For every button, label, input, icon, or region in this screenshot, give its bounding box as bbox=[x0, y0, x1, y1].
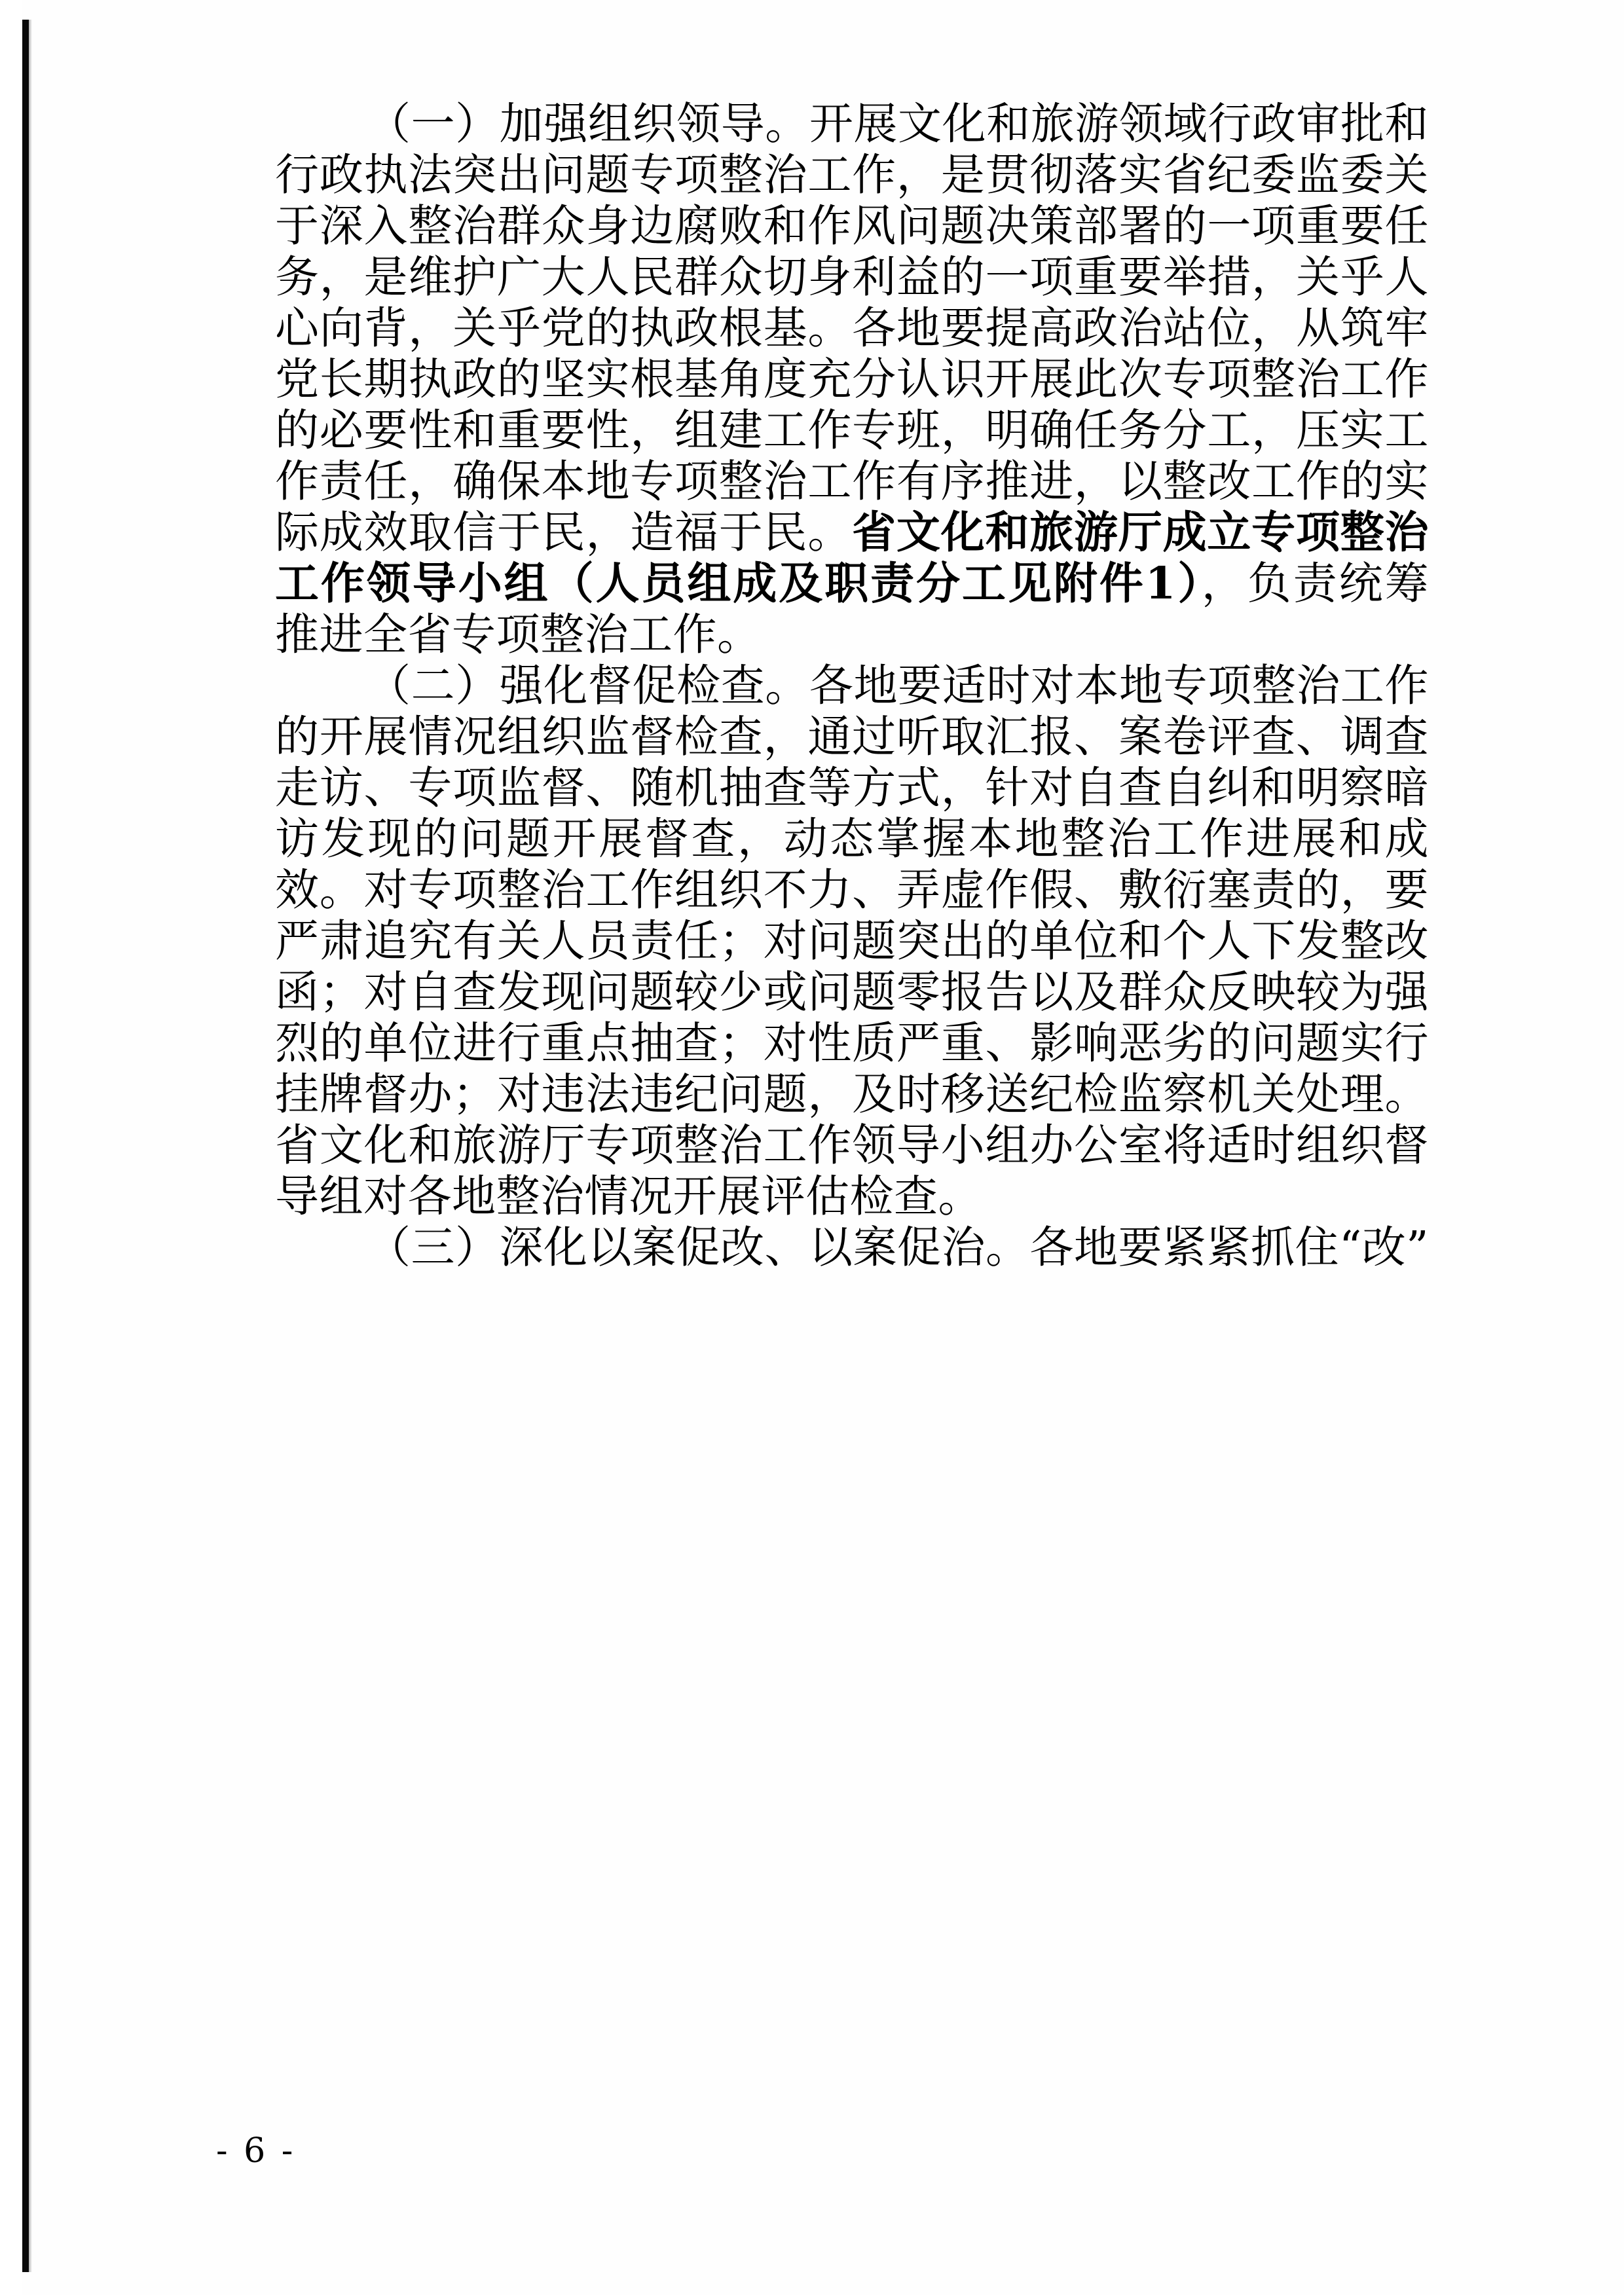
document-text-body bbox=[275, 98, 1429, 1273]
section-1-text-before-emphasis: （一）加强组织领导。开展文化和旅游领域行政审批和行政执法突出问题专项整治工作，是贯彻落实省纪委监委关于深入整治群众身边腐败和作风问题决策部署的一项重要任务，是维护广大人民群众切身利益的一项重要举措，关乎人心向背，关乎党的执政根基。各地要提高政治站位，从筑牢党长期执政的坚实根基角度充分认识开展此次专项整治工作的必要性和重要性，组建工作专班，明确任务分工，压实工作责任，确保本地专项整治工作有序推进，以整改工作的实际成效取信于民，造福于民。 bbox=[275, 98, 1429, 558]
section-1-text-after-emphasis: ，负责统筹推进全省专项整治工作。 bbox=[275, 558, 1430, 660]
section-1-emphasis: 省文化和旅游厅成立专项整治工作领导小组（人员组成及职责分工见附件1） bbox=[275, 506, 1429, 609]
scan-left-margin bbox=[0, 0, 22, 2295]
section-3-text: （三）深化以案促改、以案促治。各地要紧紧抓住“改” bbox=[367, 1222, 1430, 1273]
paragraph-section-2 bbox=[275, 660, 1429, 1222]
scan-edge-artifact bbox=[22, 20, 29, 2272]
paragraph-section-1 bbox=[275, 98, 1429, 660]
section-2-text: （二）强化督促检查。各地要适时对本地专项整治工作的开展情况组织监督检查，通过听取汇报、案卷评查、调查走访、专项监督、随机抽查等方式，针对自查自纠和明察暗访发现的问题开展督查，动态掌握本地整治工作进展和成效。对专项整治工作组织不力、弄虚作假、敷衍塞责的，要严肃追究有关人员责任；对问题突出的单位和个人下发整改函；对自查发现问题较少或问题零报告以及群众反映较为强烈的单位进行重点抽查；对性质严重、影响恶劣的问题实行挂牌督办；对违法违纪问题，及时移送纪检监察机关处理。省文化和旅游厅专项整治工作领导小组办公室将适时组织督导组对各地整治情况开展评估检查。 bbox=[275, 660, 1429, 1222]
page-number: - 6 - bbox=[216, 2131, 296, 2171]
paragraph-section-3 bbox=[275, 1222, 1429, 1273]
